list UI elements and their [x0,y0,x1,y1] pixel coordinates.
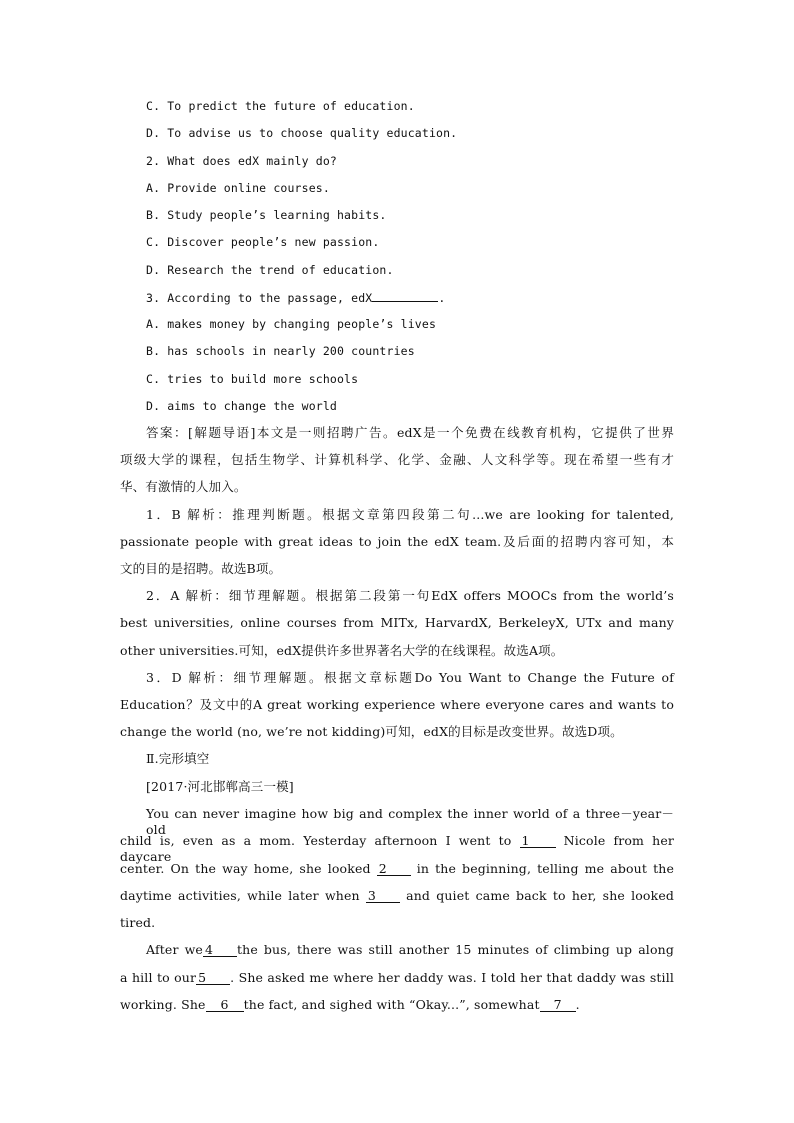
q2-option-b: B. Study people’s learning habits. [146,208,387,222]
explanation-1-line-2: passionate people with great ideas to join the edX team.及后面的招聘内容可知，本 [120,534,674,549]
explanation-3-line-2: Education？及文中的A great working experience where everyone cares and wants to [120,697,674,712]
answer-intro-line-1: 答案：[解题导语]本文是一则招聘广告。edX是一个免费在线教育机构，它提供了世界 [146,425,674,440]
cloze-p1-line-1: You can never imagine how big and complex the inner world of a three－year－old [146,806,674,837]
cloze-p2-line-3 [120,997,676,1013]
cloze-blank-6: 6 [206,998,244,1012]
cloze-text: daytime activities, while later when [120,888,360,903]
q3-answer-blank [372,289,438,302]
cloze-p2-line-1 [146,942,674,958]
cloze-text: a hill to our [120,970,197,985]
cloze-blank-7: 7 [540,998,576,1012]
explanation-2-line-2: best universities, online courses from MITx, HarvardX, BerkeleyX, UTx and many [120,615,674,630]
section-heading: Ⅱ.完形填空 [146,751,210,766]
cloze-text: in the beginning, telling me about the [416,861,674,876]
q3-option-c: C. tries to build more schools [146,372,359,386]
cloze-blank-5: 5 [196,971,230,985]
q3-stem [146,289,702,306]
explanation-1-line-3: 文的目的是招聘。故选B项。 [120,561,282,576]
cloze-text: and quiet came back to her, she looked [406,888,675,903]
q3-option-b: B. has schools in nearly 200 countries [146,344,415,358]
cloze-text: . [575,997,580,1012]
explanation-2-line-3: other universities.可知，edX提供许多世界著名大学的在线课程。故选A项。 [120,643,564,658]
explanation-3-line-3: change the world (no, we’re not kidding)可知，edX的目标是改变世界。故选D项。 [120,724,623,739]
answer-intro-line-2: 项级大学的课程，包括生物学、计算机科学、化学、金融、人文科学等。现在希望一些有才 [120,452,674,467]
q3-option-a: A. makes money by changing people’s lives [146,317,437,331]
cloze-p1-line-3 [120,861,674,877]
cloze-blank-3: 3 [366,889,400,903]
q1-option-c: C. To predict the future of education. [146,99,415,113]
q2-stem: 2. What does edX mainly do? [146,154,337,168]
explanation-3-line-1: 3．D 解析：细节理解题。根据文章标题Do You Want to Change the Future of [146,670,674,685]
q2-option-c: C. Discover people’s new passion. [146,235,380,249]
cloze-blank-1: 1 [520,834,556,848]
cloze-text: center. On the way home, she looked [120,861,371,876]
cloze-p1-line-4 [120,888,674,904]
q2-option-d: D. Research the trend of education. [146,263,394,277]
q2-option-a: A. Provide online courses. [146,181,330,195]
cloze-blank-2: 2 [377,862,411,876]
section-source: [2017·河北邯郸高三一模] [146,779,294,794]
cloze-text: After we [146,942,203,957]
cloze-text: the bus, there was still another 15 minutes of climbing up along [236,942,674,957]
cloze-text: child is, even as a mom. Yesterday afternoon I went to [120,833,512,848]
q1-option-d: D. To advise us to choose quality education. [146,126,458,140]
cloze-blank-4: 4 [203,943,237,957]
cloze-text: working. She [120,997,206,1012]
q3-stem-end: . [438,291,446,305]
cloze-text: . She asked me where her daddy was. I told her that daddy was still [230,970,674,985]
q3-stem-text: 3. According to the passage, edX [146,291,373,305]
answer-intro-line-3: 华、有激情的人加入。 [120,479,247,494]
cloze-text: the fact, and sighed with “Okay...”, somewhat [243,997,540,1012]
explanation-1-line-1: 1．B 解析：推理判断题。根据文章第四段第二句...we are looking for talented, [146,507,674,522]
cloze-p1-line-5: tired. [120,915,156,930]
explanation-2-line-1: 2．A 解析：细节理解题。根据第二段第一句EdX offers MOOCs from the world’s [146,588,674,603]
cloze-p2-line-2 [120,970,674,986]
cloze-text: Nicole from her daycare [120,833,675,864]
q3-option-d: D. aims to change the world [146,399,337,413]
